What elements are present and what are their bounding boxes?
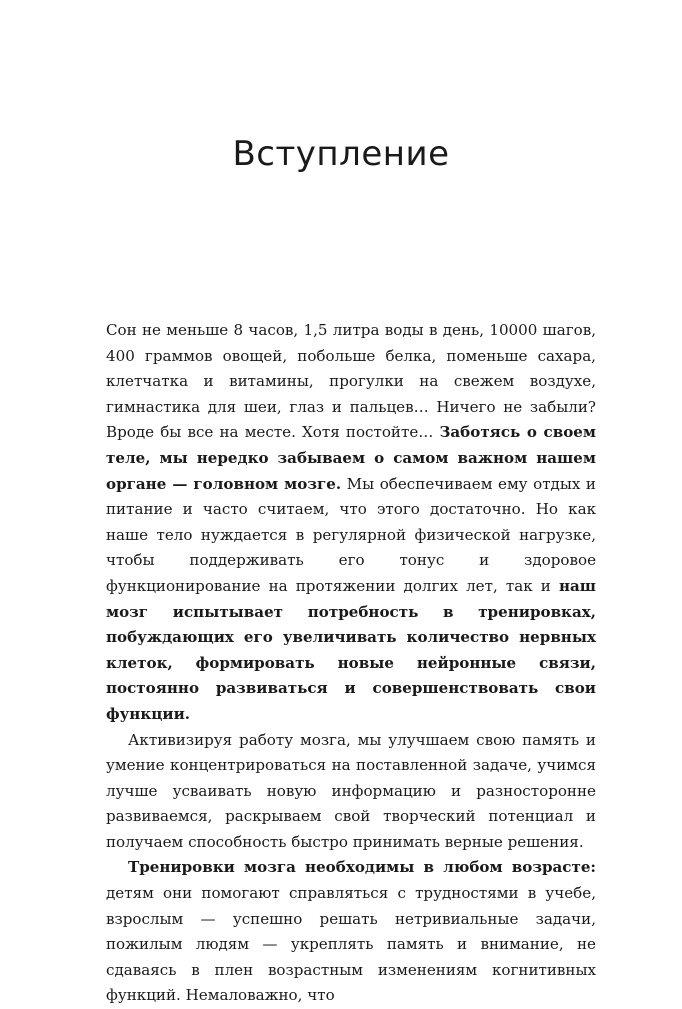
paragraph-3-run-1: Тренировки мозга необходимы в любом возрасте: (128, 858, 596, 877)
paragraph-3 (106, 855, 596, 1009)
paragraph-1-run-4: наш мозг испытывает потребность в тренировках, побуждающих его увеличивать количество нервных клеток, формировать новые нейронные связи, постоянно развиваться и совершенствовать свои функции. (106, 576, 596, 723)
paragraph-1-run-2: Заботясь о своем теле, мы нередко забываем о самом важном нашем органе — головном мозге. (106, 423, 596, 493)
body-text (106, 318, 596, 1009)
paragraph-1-run-1: Сон не меньше 8 часов, 1,5 литра воды в день, 10000 шагов, 400 граммов овощей, побольше белка, поменьше сахара, клетчатка и витамины, прогулки на свежем воздухе, гимнастика для шеи, глаз и пальцев… Ничего не забыли? Вроде бы все на месте. Хотя постойте… (106, 321, 596, 442)
paragraph-1 (106, 318, 596, 728)
paragraph-3-run-2: детям они помогают справляться с трудностями в учебе, взрослым — успешно решать нетривиальные задачи, пожилым людям — укреплять память и внимание, не сдаваясь в плен возрастным изменениям когнитивных функций. Немаловажно, что (106, 884, 596, 1005)
chapter-title: Вступление (232, 134, 450, 174)
paragraph-2 (106, 728, 596, 856)
paragraph-2-run-1: Активизируя работу мозга, мы улучшаем свою память и умение концентрироваться на поставленной задаче, учимся лучше усваивать новую информацию и разносторонне развиваемся, раскрываем свой творческий потенциал и получаем способность быстро принимать верные решения. (106, 730, 596, 851)
paragraph-1-run-3: Мы обеспечиваем ему отдых и питание и часто считаем, что этого достаточно. Но как наше тело нуждается в регулярной физической нагрузке, чтобы поддерживать его тонус и здоровое функционирование на протяжении долгих лет, так и (106, 474, 596, 595)
